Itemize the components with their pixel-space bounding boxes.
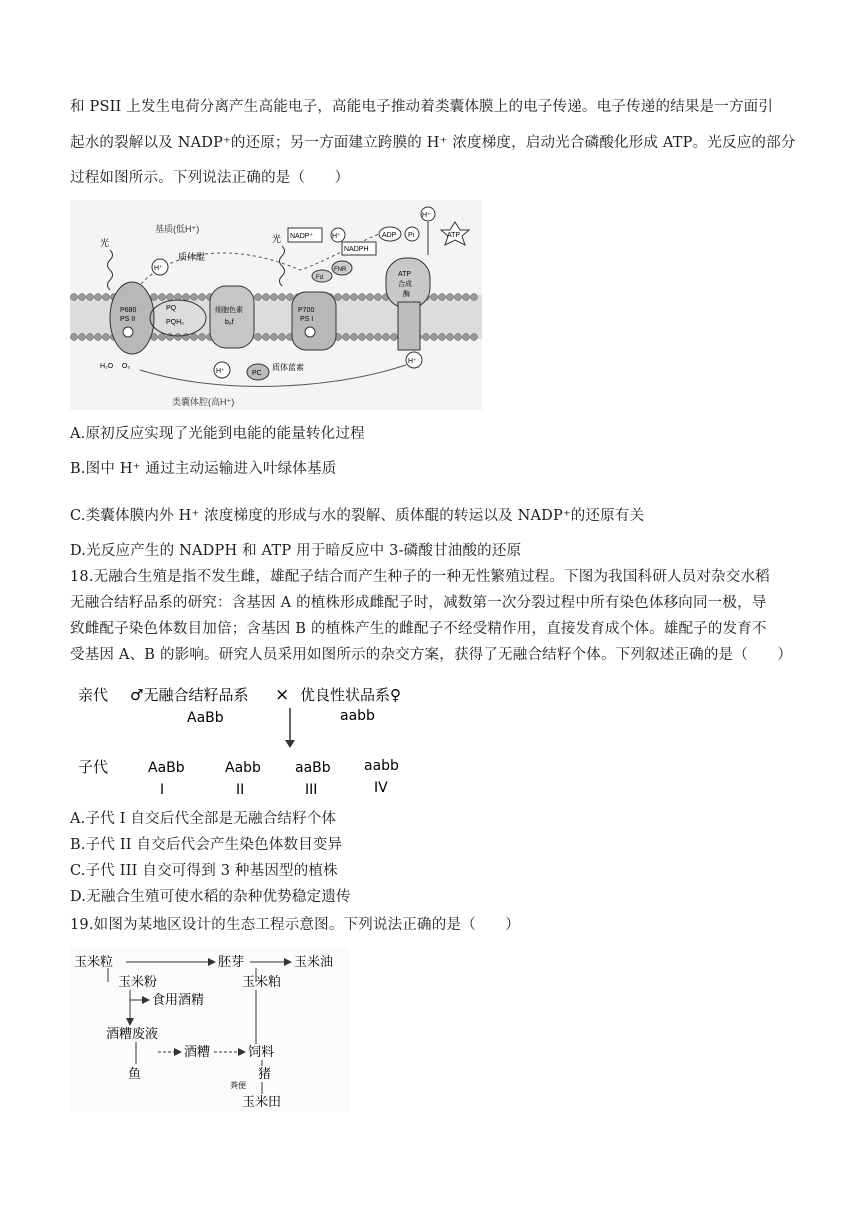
svg-text:H⁺: H⁺	[216, 368, 225, 375]
lipid-head	[71, 294, 78, 301]
lipid-head	[279, 294, 286, 301]
corn-field-label: 玉米田	[242, 1095, 282, 1110]
pq-label: 质体醌	[178, 252, 206, 262]
q17-intro-line-1: 和 PSII 上发生电荷分离产生高能电子，高能电子推动着类囊体膜上的电子传递。电子传递的结果是一方面引	[70, 99, 774, 115]
distillers-grain-label: 酒糟	[184, 1045, 211, 1060]
distillers-liquid-label: 酒糟废液	[106, 1027, 159, 1042]
svg-text:FNR: FNR	[334, 267, 347, 273]
o2-label: O₂	[122, 363, 131, 370]
lipid-head	[87, 334, 94, 341]
q17-intro-line-2: 起水的裂解以及 NADP⁺的还原；另一方面建立跨膜的 H⁺ 浓度梯度，启动光合磷酸化形成 ATP。光反应的部分	[70, 135, 796, 151]
lipid-head	[447, 334, 454, 341]
child-4-genotype: aabb	[364, 758, 399, 774]
q18-option-d: D.无融合生殖可使水稻的杂种优势稳定遗传	[70, 889, 351, 905]
lipid-head	[87, 294, 94, 301]
lipid-head	[255, 294, 262, 301]
q18-option-b: B.子代 II 自交后代会产生染色体数目变异	[70, 837, 343, 853]
lipid-head	[375, 294, 382, 301]
svg-text:ATP: ATP	[398, 271, 412, 278]
lipid-head	[431, 294, 438, 301]
child-4-numeral: IV	[374, 780, 388, 796]
lipid-head	[351, 334, 358, 341]
svg-text:酶: 酶	[403, 291, 410, 298]
edible-alcohol-label: 食用酒精	[152, 993, 205, 1008]
lipid-head	[79, 334, 86, 341]
svg-text:PC: PC	[252, 370, 262, 377]
psii-complex	[110, 282, 154, 354]
child-label: 子代	[78, 758, 109, 776]
corn-meal-label: 玉米粕	[242, 975, 282, 990]
lipid-head	[471, 294, 478, 301]
lipid-head	[423, 334, 430, 341]
lipid-head	[439, 334, 446, 341]
lipid-head	[199, 334, 206, 341]
lipid-head	[335, 294, 342, 301]
svg-text:b₆f: b₆f	[225, 319, 234, 326]
svg-text:NADP⁺: NADP⁺	[290, 233, 314, 240]
lipid-head	[447, 294, 454, 301]
corn-grain-label: 玉米粒	[74, 955, 114, 970]
lipid-head	[367, 294, 374, 301]
lipid-head	[455, 294, 462, 301]
lipid-head	[255, 334, 262, 341]
lipid-head	[271, 294, 278, 301]
svg-text:细胞色素: 细胞色素	[215, 307, 243, 314]
child-3-genotype: aaBb	[295, 760, 331, 776]
q18-stem-line-1: 18.无融合生殖是指不发生雌，雄配子结合而产生种子的一种无性繁殖过程。下图为我国科研人员对杂交水稻	[70, 569, 770, 585]
lipid-head	[375, 334, 382, 341]
lipid-head	[463, 294, 470, 301]
lipid-head	[95, 334, 102, 341]
lipid-head	[279, 334, 286, 341]
pig-label: 猪	[258, 1067, 272, 1082]
lipid-head	[471, 334, 478, 341]
q19-stem: 19.如图为某地区设计的生态工程示意图。下列说法正确的是（ ）	[70, 917, 520, 933]
q18-stem-line-2: 无融合结籽品系的研究：含基因 A 的植株形成雌配子时，减数第一次分裂过程中所有染色体移向同一极，导	[70, 595, 767, 611]
fish-label: 鱼	[128, 1067, 142, 1082]
lipid-head	[103, 334, 110, 341]
light-label-1: 光	[100, 238, 110, 248]
lipid-head	[271, 334, 278, 341]
lipid-head	[159, 334, 166, 341]
lipid-head	[95, 294, 102, 301]
lipid-head	[79, 294, 86, 301]
lipid-head	[351, 294, 358, 301]
q17-option-d: D.光反应产生的 NADPH 和 ATP 用于暗反应中 3-磷酸甘油酸的还原	[70, 543, 522, 559]
h2o-label: H₂O	[100, 363, 114, 370]
svg-text:ADP: ADP	[382, 232, 397, 239]
cross-symbol: ×	[275, 685, 290, 705]
lipid-head	[263, 334, 270, 341]
lipid-head	[343, 334, 350, 341]
svg-text:PS II: PS II	[120, 316, 136, 323]
svg-text:PQH₂: PQH₂	[166, 319, 184, 326]
child-1-numeral: I	[160, 782, 165, 798]
cytochrome-b6f	[210, 286, 254, 348]
svg-text:H⁺: H⁺	[422, 212, 431, 219]
corn-oil-label: 玉米油	[294, 955, 334, 970]
lipid-head	[439, 294, 446, 301]
parent-label: 亲代	[78, 686, 109, 704]
q17-option-b: B.图中 H⁺ 通过主动运输进入叶绿体基质	[70, 461, 337, 477]
lipid-head	[71, 334, 78, 341]
lipid-head	[463, 334, 470, 341]
svg-text:ATP: ATP	[447, 232, 461, 239]
svg-text:合成: 合成	[398, 281, 412, 288]
stroma-label: 基质(低H⁺)	[155, 224, 200, 234]
female-genotype: aabb	[340, 708, 375, 724]
svg-text:Pi: Pi	[408, 232, 415, 239]
lipid-head	[103, 294, 110, 301]
lipid-head	[391, 334, 398, 341]
svg-text:H⁺: H⁺	[154, 265, 163, 272]
q17-option-a: A.原初反应实现了光能到电能的能量转化过程	[70, 426, 365, 442]
manure-label: 粪便	[230, 1081, 246, 1090]
cross-scheme-diagram	[70, 676, 440, 806]
lipid-head	[455, 334, 462, 341]
q17-option-c: C.类囊体膜内外 H⁺ 浓度梯度的形成与水的裂解、质体醌的转运以及 NADP⁺的还原有关	[70, 508, 645, 524]
psi-complex	[292, 292, 336, 350]
lipid-head	[287, 294, 294, 301]
lipid-head	[199, 294, 206, 301]
lipid-head	[167, 294, 174, 301]
svg-text:PQ: PQ	[166, 305, 177, 312]
child-3-numeral: III	[305, 782, 318, 798]
svg-text:NADPH: NADPH	[344, 246, 369, 253]
q18-stem-line-4: 受基因 A、B 的影响。研究人员采用如图所示的杂交方案，获得了无融合结籽个体。下列叙述正确的是（ ）	[70, 647, 793, 663]
male-parent-label: ♂无融合结籽品系	[130, 686, 249, 704]
lipid-head	[383, 334, 390, 341]
lipid-head	[431, 334, 438, 341]
lipid-head	[263, 294, 270, 301]
q18-stem-line-3: 致雌配子染色体数目加倍；含基因 B 的植株产生的雌配子不经受精作用，直接发育成个体。雄配子的发育不	[70, 621, 767, 637]
lipid-head	[159, 294, 166, 301]
arrow-head-icon	[285, 740, 295, 748]
lipid-head	[183, 294, 190, 301]
child-2-genotype: Aabb	[225, 760, 261, 776]
lipid-head	[359, 294, 366, 301]
lipid-head	[151, 294, 158, 301]
lipid-head	[343, 294, 350, 301]
lipid-head	[367, 334, 374, 341]
lipid-head	[359, 334, 366, 341]
svg-text:P700: P700	[298, 307, 315, 314]
svg-text:P680: P680	[120, 307, 137, 314]
lipid-head	[191, 294, 198, 301]
feed-label: 饲料	[248, 1045, 275, 1060]
svg-text:H⁺: H⁺	[332, 233, 341, 240]
q17-intro-line-3: 过程如图所示。下列说法正确的是（ ）	[70, 170, 350, 186]
light-label-2: 光	[272, 234, 282, 244]
svg-text:H⁺: H⁺	[408, 358, 417, 365]
lipid-head	[175, 294, 182, 301]
lipid-head	[175, 334, 182, 341]
ecological-engineering-diagram	[70, 946, 350, 1112]
svg-text:Fd: Fd	[316, 275, 324, 281]
svg-text:PS I: PS I	[300, 316, 314, 323]
corn-flour-label: 玉米粉	[118, 975, 158, 990]
lumen-label: 类囊体腔(高H⁺)	[172, 397, 235, 407]
q18-option-c: C.子代 III 自交可得到 3 种基因型的植株	[70, 863, 338, 879]
germ-label: 胚芽	[218, 955, 245, 970]
female-parent-label: 优良性状品系♀	[300, 686, 401, 704]
q18-option-a: A.子代 I 自交后代全部是无融合结籽个体	[70, 811, 337, 827]
lipid-head	[191, 334, 198, 341]
child-1-genotype: AaBb	[148, 760, 185, 776]
pc-name: 质体蓝素	[272, 363, 304, 372]
male-genotype: AaBb	[187, 710, 224, 726]
child-2-numeral: II	[236, 782, 245, 798]
photosynthesis-light-reaction-diagram	[70, 200, 482, 410]
